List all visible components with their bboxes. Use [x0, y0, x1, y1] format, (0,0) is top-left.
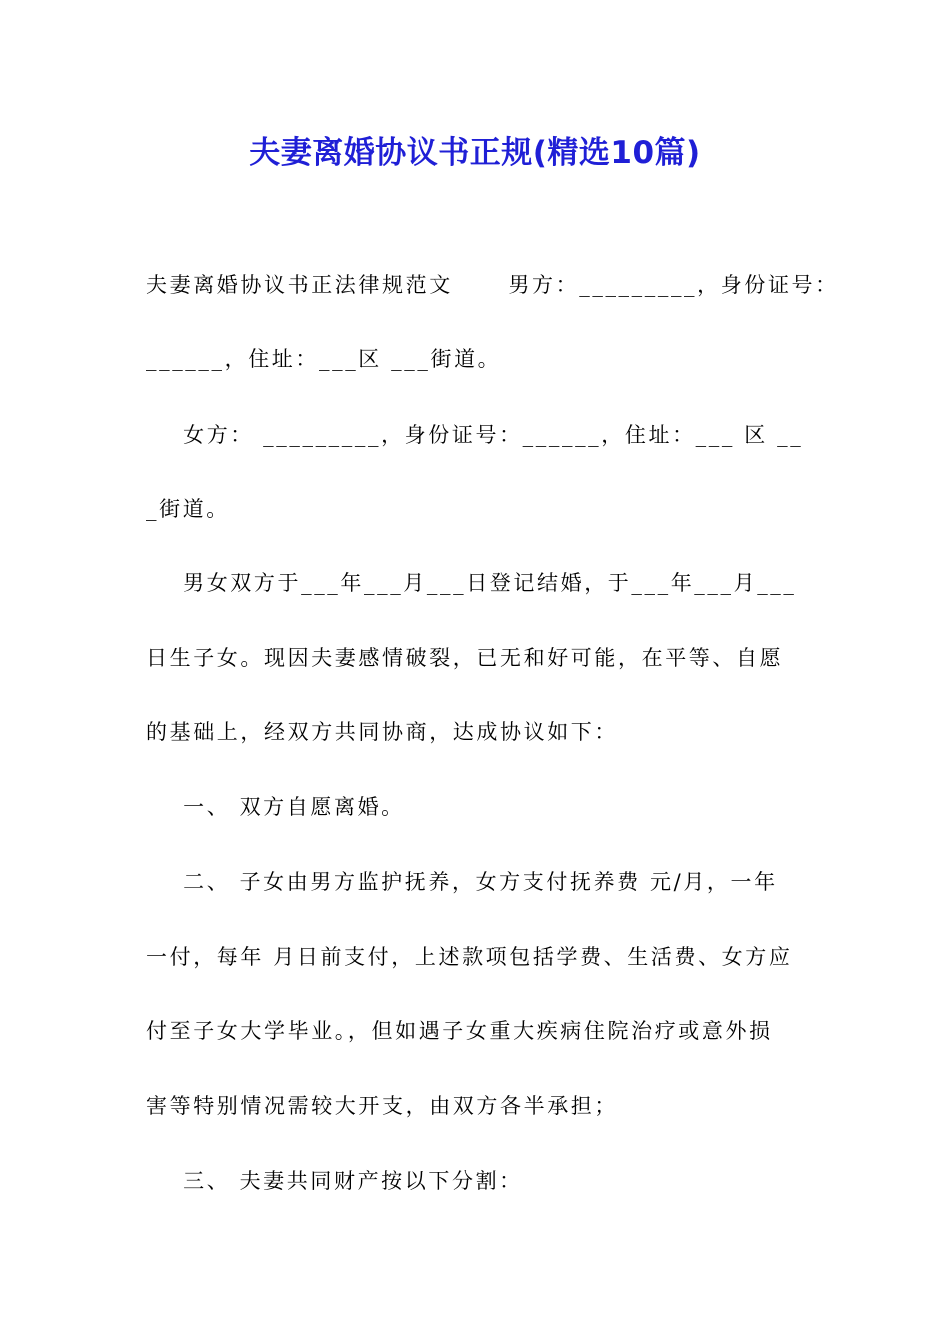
text-line: 一付，每年 月日前支付，上述款项包括学费、生活费、女方应 [146, 945, 793, 969]
text-line: 三、 夫妻共同财产按以下分割： [146, 1169, 523, 1193]
text-line: _街道。 [146, 497, 230, 521]
text-line: 的基础上，经双方共同协商，达成协议如下： [146, 720, 618, 744]
text-line: 女方： _________，身份证号：______，住址：___ 区 __ [146, 423, 804, 447]
text-line: 害等特别情况需较大开支，由双方各半承担； [146, 1094, 618, 1118]
text-line: 日生子女。现因夫妻感情破裂，已无和好可能，在平等、自愿 [146, 646, 784, 670]
text-line: 二、 子女由男方监护抚养，女方支付抚养费 元/月，一年 [146, 870, 778, 894]
text-line: 夫妻离婚协议书正法律规范文 男方：_________，身份证号： [146, 273, 839, 297]
text-line: 男女双方于___年___月___日登记结婚，于___年___月___ [146, 571, 797, 595]
text-line: 付至子女大学毕业。，但如遇子女重大疾病住院治疗或意外损 [146, 1019, 773, 1043]
document-title: 夫妻离婚协议书正规(精选10篇) [249, 135, 701, 171]
text-line: 一、 双方自愿离婚。 [146, 795, 405, 819]
text-line: ______，住址：___区 ___街道。 [146, 347, 502, 371]
